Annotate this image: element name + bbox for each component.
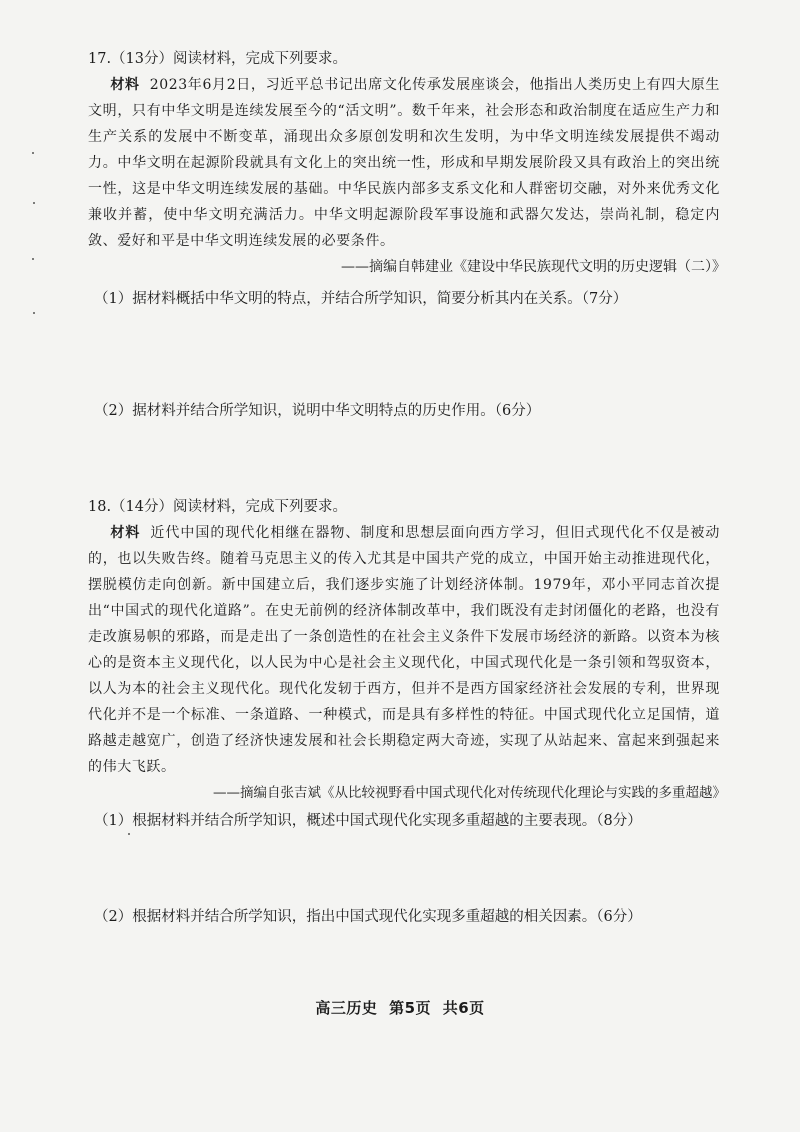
margin-dot bbox=[33, 312, 35, 314]
question-18-part-1: （1）根据材料并结合所学知识，概述中国式现代化实现多重超越的主要表现。（8分） bbox=[94, 813, 642, 829]
question-18-header: 18.（14分）阅读材料，完成下列要求。 bbox=[88, 499, 348, 515]
question-17-source: ——摘编自韩建业《建设中华民族现代文明的历史逻辑（二）》 bbox=[341, 259, 726, 275]
footer-subject: 高三历史 bbox=[315, 999, 378, 1017]
question-17-part-1: （1）据材料概括中华文明的特点，并结合所学知识，简要分析其内在关系。（7分） bbox=[94, 291, 628, 307]
margin-dot bbox=[32, 152, 34, 154]
material-text: 2023年6月2日，习近平总书记出席文化传承发展座谈会，他指出人类历史上有四大原生文明，只有中华文明是连续发展至今的“活文明”。数千年来，社会形态和政治制度在适应生产力和生产关系的发展中不断变革，涌现出众多原创发明和次生发明，为中华文明连续发展提供不竭动力。中华文明在起源阶段就具有文化上的突出统一性，形成和早期发展阶段又具有政治上的突出统一性，这是中华文明连续发展的基础。中华民族内部多支系文化和人群密切交融，对外来优秀文化兼收并蓄，使中华文明充满活力。中华文明起源阶段军事设施和武器欠发达，崇尚礼制，稳定内敛、爱好和平是中华文明连续发展的必要条件。 bbox=[88, 77, 720, 249]
question-18-material bbox=[88, 520, 720, 780]
question-17-header: 17.（13分）阅读材料，完成下列要求。 bbox=[88, 51, 348, 67]
question-18-source: ——摘编自张吉斌《从比较视野看中国式现代化对传统现代化理论与实践的多重超越》 bbox=[213, 785, 726, 801]
footer-page-number: 第5页 bbox=[389, 999, 431, 1017]
footer-total-pages: 共6页 bbox=[442, 999, 485, 1017]
question-17-part-2: （2）据材料并结合所学知识，说明中华文明特点的历史作用。（6分） bbox=[94, 403, 541, 419]
question-17-material bbox=[88, 72, 720, 254]
margin-dot bbox=[32, 258, 34, 260]
material-label: 材料 bbox=[110, 525, 141, 541]
question-18 bbox=[88, 494, 726, 930]
page-footer bbox=[0, 997, 800, 1018]
question-18-part-2: （2）根据材料并结合所学知识，指出中国式现代化实现多重超越的相关因素。（6分） bbox=[94, 909, 642, 925]
margin-dot bbox=[33, 202, 35, 204]
question-17 bbox=[88, 46, 726, 424]
material-label: 材料 bbox=[110, 77, 140, 93]
material-text: 近代中国的现代化相继在器物、制度和思想层面向西方学习，但旧式现代化不仅是被动的，也以失败告终。随着马克思主义的传入尤其是中国共产党的成立，中国开始主动推进现代化，摆脱模仿走向创新。新中国建立后，我们逐步实施了计划经济体制。1979年，邓小平同志首次提出“中国式的现代化道路”。在史无前例的经济体制改革中，我们既没有走封闭僵化的老路，也没有走改旗易帜的邪路，而是走出了一条创造性的在社会主义条件下发展市场经济的新路。以资本为核心的是资本主义现代化，以人民为中心是社会主义现代化，中国式现代化是一条引领和驾驭资本，以人为本的社会主义现代化。现代化发轫于西方，但并不是西方国家经济社会发展的专利，世界现代化并不是一个标准、一条道路、一种模式，而是具有多样性的特征。中国式现代化立足国情，道路越走越宽广，创造了经济快速发展和社会长期稳定两大奇迹，实现了从站起来、富起来到强起来的伟大飞跃。 bbox=[88, 525, 720, 775]
